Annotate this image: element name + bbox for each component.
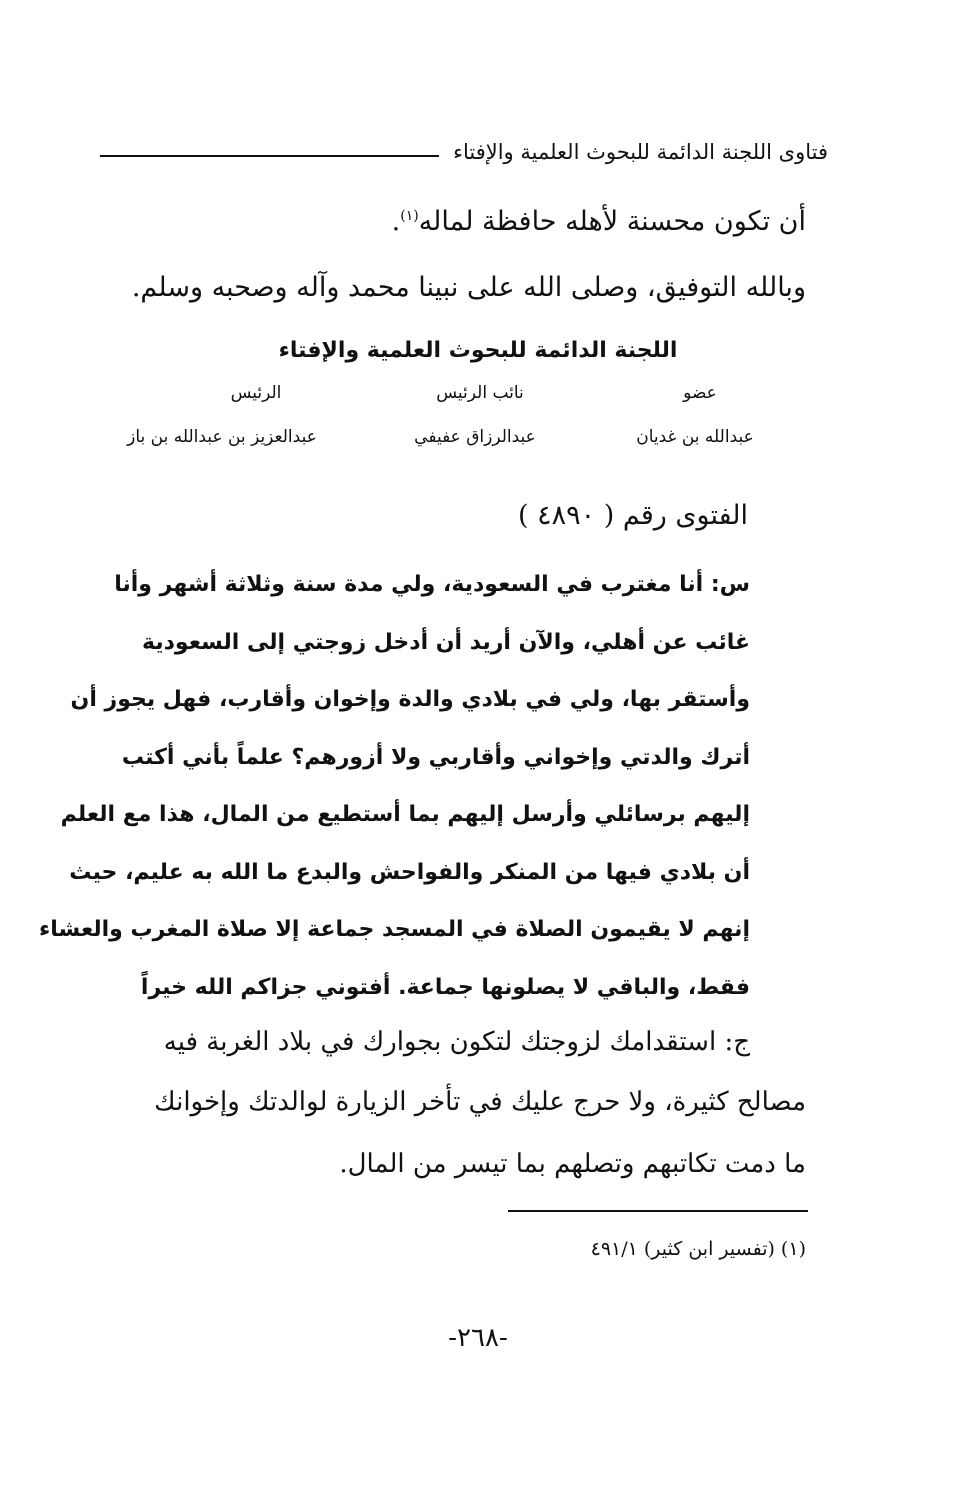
question-line: س: أنا مغترب في السعودية، ولي مدة سنة وثلاثة أشهر وأنا — [114, 572, 750, 597]
committee-name: اللجنة الدائمة للبحوث العلمية والإفتاء — [278, 338, 678, 363]
member-role: نائب الرئيس — [436, 383, 524, 403]
member-name: عبدالله بن غديان — [636, 427, 754, 447]
question-line: أترك والدتي وإخواني وأقاربي ولا أزورهم؟ علماً بأني أكتب — [121, 744, 750, 770]
question-line: وأستقر بها، ولي في بلادي والدة وإخوان وأقارب، فهل يجوز أن — [70, 687, 750, 712]
intro-end: . — [391, 206, 401, 237]
answer-line: ما دمت تكاتبهم وتصلهم بما تيسر من المال. — [339, 1149, 806, 1179]
header-title: فتاوى اللجنة الدائمة للبحوث العلمية والإفتاء — [453, 140, 828, 164]
member-name: عبدالرزاق عفيفي — [414, 427, 536, 447]
answer-line: مصالح كثيرة، ولا حرج عليك في تأخر الزيارة لوالدتك وإخوانك — [154, 1087, 806, 1117]
member-role: الرئيس — [230, 383, 282, 403]
footnote-marker: (١) — [400, 208, 419, 224]
footnote: (١) (تفسير ابن كثير) ٤٩١/١ — [590, 1238, 806, 1260]
page-number: -٢٦٨- — [448, 1323, 508, 1353]
intro-line — [392, 196, 806, 242]
running-header — [100, 132, 828, 172]
question-line: أن بلادي فيها من المنكر والفواحش والبدع ما الله به عليم، حيث — [69, 859, 750, 885]
question-block — [39, 556, 750, 1016]
question-line: غائب عن أهلي، والآن أريد أن أدخل زوجتي إلى السعودية — [142, 629, 750, 655]
header-rule — [100, 155, 439, 157]
closing-line: وبالله التوفيق، وصلى الله على نبينا محمد وآله وصحبه وسلم. — [131, 272, 806, 303]
fatwa-number: الفتوى رقم ( ٤٨٩٠ ) — [518, 500, 748, 531]
member-role: عضو — [683, 383, 717, 403]
question-line: إنهم لا يقيمون الصلاة في المسجد جماعة إلا صلاة المغرب والعشاء — [39, 917, 750, 942]
intro-text: أن تكون محسنة لأهله حافظة لماله — [418, 206, 806, 237]
footnote-rule — [508, 1210, 808, 1212]
question-line: فقط، والباقي لا يصلونها جماعة. أفتوني جزاكم الله خيراً — [140, 974, 750, 1000]
answer-line: ج: استقدامك لزوجتك لتكون بجوارك في بلاد الغربة فيه — [163, 1027, 750, 1057]
member-name: عبدالعزيز بن عبدالله بن باز — [127, 427, 317, 447]
question-line: إليهم برسائلي وأرسل إليهم بما أستطيع من المال، هذا مع العلم — [60, 802, 750, 827]
